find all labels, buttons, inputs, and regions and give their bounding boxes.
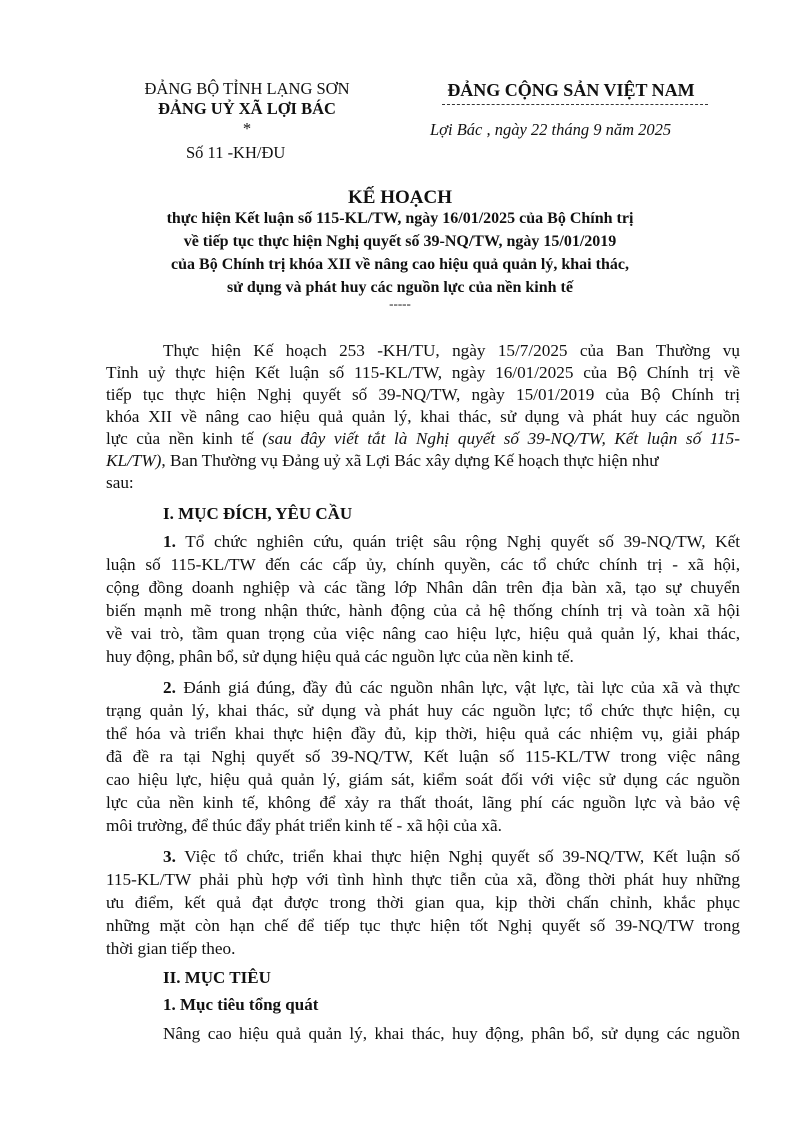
s1-p1-line-6: huy động, phân bổ, sử dụng hiệu quả các nguồn lực của nền kinh tế. — [106, 647, 574, 666]
title-line-2: về tiếp tục thực hiện Nghị quyết số 39-NQ/TW, ngày 15/01/2019 — [183, 233, 617, 250]
section-2-subheading: 1. Mục tiêu tổng quát — [163, 995, 319, 1014]
s1-p1-line-1 — [163, 532, 740, 552]
s2-line-1: Nâng cao hiệu quả quản lý, khai thác, huy động, phân bổ, sử dụng các nguồn — [163, 1024, 740, 1043]
s1-p3-line-3: ưu điểm, kết quả đạt được trong thời gian qua, kịp thời chấn chỉnh, khắc phục — [106, 893, 740, 912]
section-1-heading: I. MỤC ĐÍCH, YÊU CẦU — [163, 504, 353, 523]
s1-p1-line-3: cộng đồng doanh nghiệp và các tầng lớp Nhân dân trên địa bàn xã, tạo sự chuyển — [106, 578, 740, 597]
s1-p2-line-5: cao hiệu lực, hiệu quả quản lý, giám sát, kiểm soát đối với việc sử dụng các nguồn — [106, 770, 740, 789]
s1-p3-line-4: những mặt còn hạn chế để tiếp tục thực hiện tốt Nghị quyết số 39-NQ/TW trong — [106, 916, 740, 935]
title-line-3: của Bộ Chính trị khóa XII về nâng cao hiệu quả quản lý, khai thác, — [171, 256, 629, 273]
intro-line-4: khóa XII về nâng cao hiệu quả quản lý, khai thác, sử dụng và phát huy các nguồn — [106, 407, 740, 426]
intro-line-7: sau: — [106, 473, 134, 492]
s1-p3-line-2: 115-KL/TW phải phù hợp với tình hình thực tiễn của xã, đồng thời phát huy những — [106, 870, 740, 889]
s1-p2-line-1 — [163, 678, 740, 698]
document-number: Số 11 -KH/ĐU — [186, 143, 286, 162]
s1-p2-line-2: trạng quản lý, khai thác, sử dụng và phát huy các nguồn lực; tổ chức thực hiện, cụ — [106, 701, 740, 720]
s1-p3-number: 3. — [163, 847, 176, 866]
s1-p1-line-2: luận số 115-KL/TW đến các cấp ủy, chính quyền, các tổ chức chính trị - xã hội, — [106, 555, 740, 574]
s1-p2-line-3: thể hóa và triển khai thực hiện đầy đủ, kịp thời, hiệu quả các nhiệm vụ, giải pháp — [106, 724, 740, 743]
s1-p2-line-4: đã đề ra tại Nghị quyết số 39-NQ/TW, Kết luận số 115-KL/TW trong việc nâng — [106, 747, 740, 766]
s1-p1-line-4: biến mạnh mẽ trong nhận thức, hành động của cả hệ thống chính trị và toàn xã hội — [106, 601, 740, 620]
intro-line-6 — [106, 451, 740, 471]
intro-line-1: Thực hiện Kế hoạch 253 -KH/TU, ngày 15/7/2025 của Ban Thường vụ — [163, 341, 740, 360]
intro-line-3: tiếp tục thực hiện Nghị quyết số 39-NQ/TW, ngày 15/01/2019 của Bộ Chính trị — [106, 385, 740, 404]
section-2-heading: II. MỤC TIÊU — [163, 968, 271, 987]
s1-p2-line-1-text: Đánh giá đúng, đầy đủ các nguồn nhân lực, vật lực, tài lực của xã và thực — [175, 678, 740, 697]
intro-line-5-text: lực của nền kinh tế — [106, 429, 263, 448]
intro-line-2: Tỉnh uỷ thực hiện Kết luận số 115-KL/TW, ngày 16/01/2025 của Bộ Chính trị về — [106, 363, 740, 382]
document-title: KẾ HOẠCH — [348, 187, 452, 208]
party-committee-commune: ĐẢNG UỶ XÃ LỢI BÁC — [158, 99, 336, 118]
header-divider — [442, 104, 708, 105]
s1-p1-line-1-text: Tổ chức nghiên cứu, quán triệt sâu rộng Nghị quyết số 39-NQ/TW, Kết — [175, 532, 740, 551]
s1-p2-line-6: lực của nền kinh tế, không để xảy ra thất thoát, lãng phí các nguồn lực và bảo vệ — [106, 793, 740, 812]
intro-line-5 — [106, 429, 740, 449]
header-star: * — [242, 119, 252, 138]
document-date: Lợi Bác , ngày 22 tháng 9 năm 2025 — [430, 120, 672, 139]
party-name-title: ĐẢNG CỘNG SẢN VIỆT NAM — [447, 80, 695, 100]
s1-p3-line-1 — [163, 847, 740, 867]
title-line-4: sử dụng và phát huy các nguồn lực của nền kinh tế — [227, 279, 573, 296]
s1-p2-number: 2. — [163, 678, 176, 697]
intro-abbrev-note: (sau đây viết tắt là Nghị quyết số 39-NQ/TW, Kết luận số 115- — [262, 429, 740, 448]
s1-p3-line-1-text: Việc tổ chức, triển khai thực hiện Nghị quyết số 39-NQ/TW, Kết luận số — [175, 847, 740, 866]
s1-p1-number: 1. — [163, 532, 176, 551]
title-separator: ----- — [389, 296, 411, 311]
s1-p2-line-7: môi trường, để thúc đẩy phát triển kinh tế - xã hội của xã. — [106, 816, 502, 835]
party-committee-province: ĐẢNG BỘ TỈNH LẠNG SƠN — [144, 79, 350, 98]
s1-p1-line-5: về vai trò, tầm quan trọng của việc nâng cao hiệu lực, hiệu quả quản lý, khai thác, — [106, 624, 740, 643]
title-line-1: thực hiện Kết luận số 115-KL/TW, ngày 16/01/2025 của Bộ Chính trị — [166, 210, 634, 227]
intro-abbrev-note-end: KL/TW) — [106, 451, 162, 470]
s1-p3-line-5: thời gian tiếp theo. — [106, 939, 236, 958]
intro-line-6-text: , Ban Thường vụ Đảng uỷ xã Lợi Bác xây dựng Kế hoạch thực hiện như — [161, 451, 659, 470]
